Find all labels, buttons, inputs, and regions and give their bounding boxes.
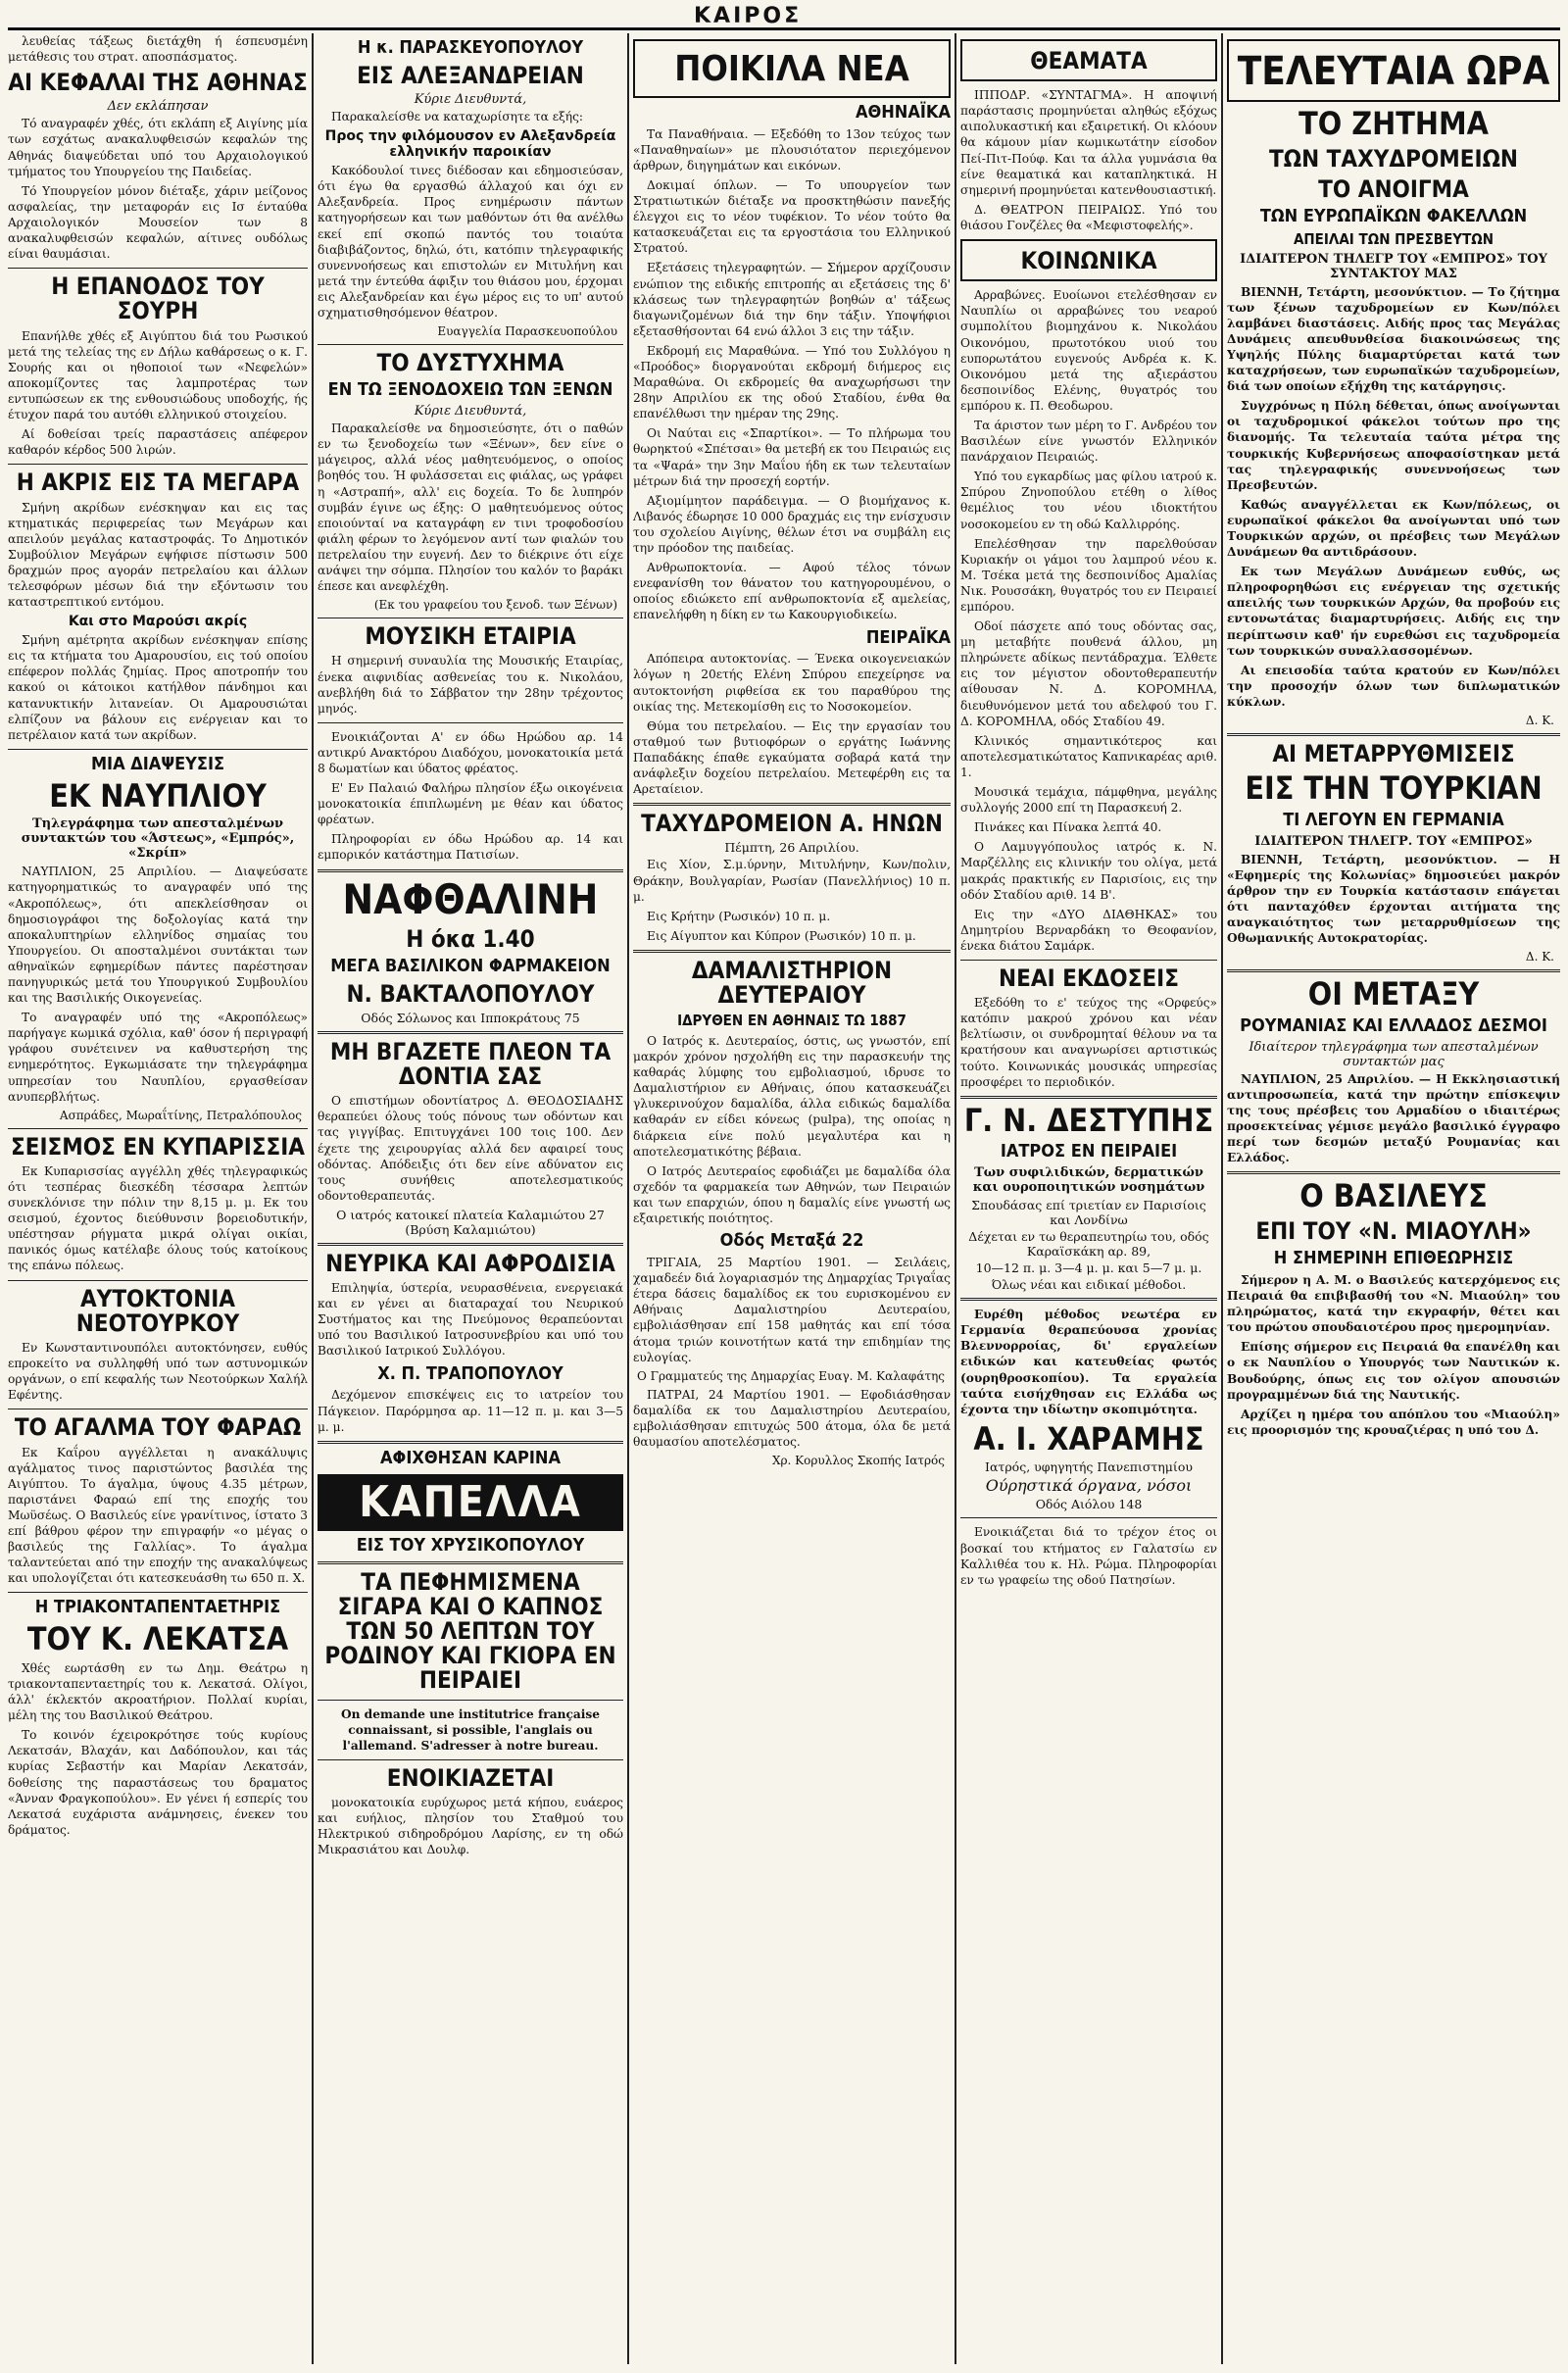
ad-text: Δέχεται εν τω θεραπευτηρίω του, οδός Καραϊσκάκη αρ. 89, bbox=[968, 1229, 1209, 1260]
salutation: Κύριε Διευθυντά, bbox=[414, 92, 527, 108]
classified-ad: Ενοικιάζονται Α' εν όδω Ηρώδου αρ. 14 αντικρύ Ανακτόρου Διαδόχου, μονοκατοικία μετά 8 δωματίων και ύδατος φρέατος. bbox=[318, 729, 623, 775]
article-text: Δ. ΘΕΑΤΡΟΝ ΠΕΙΡΑΙΩΣ. Υπό του θιάσου Γονζέλες θα «Μεφιστοφελής». bbox=[960, 202, 1217, 232]
article-text: Εκδρομή εις Μαραθώνα. — Υπό του Συλλόγου η «Προόδος» διοργανούται εκδρομή διήμερος εις Μαραθώνα. Οι εκδρομείς θα αναχωρήσωσι την 28ην Απριλίου εκ της οδού Σταδίου, ένθα θα επανέλθωσι την ημέραν της 29ης. bbox=[633, 343, 951, 421]
telegram-line: Τηλεγράφημα των απεσταλμένων συντακτών του «Άστεως», «Εμπρός», «Σκρίπ» bbox=[21, 816, 295, 862]
ad-headline: ΜΗ ΒΓΑΖΕΤΕ ΠΛΕΟΝ ΤΑ ΔΟΝΤΙΑ ΣΑΣ bbox=[329, 1037, 612, 1091]
article-text: Αί δοθείσαι τρείς παραστάσεις απέφερον καθαρόν κέρδος 500 λιρών. bbox=[8, 427, 308, 458]
article-text: Τό αναγραφέν χθές, ότι εκλάπη εξ Αιγίνης μία των εσχάτως ανακαλυφθεισών κεφαλών της Αθηνάς διαψεύδεται υπό του Αρχαιολογικού τμήματος του Υπουργείου της Παιδείας. bbox=[8, 117, 308, 178]
ad-headline: ΔΑΜΑΛΙΣΤΗΡΙΟΝ ΔΕΥΤΕΡΑΙΟΥ bbox=[691, 956, 893, 1010]
headline: ΤΙ ΛΕΓΟΥΝ ΕΝ ΓΕΡΜΑΝΙΑ bbox=[1283, 809, 1504, 830]
article-text: Θύμα του πετρελαίου. — Εις την εργασίαν του σταθμού των βυτιοφόρων ο εργάτης Ιωάννης Παπαδάκης έπαθε εγκαύματα σοβαρά κατά την ανάφλεξιν δοχείου πετρελαίου. Μετεφέρθη εις τα Αρεταίειον. bbox=[633, 718, 951, 797]
ad-headline: ΑΦΙΧΘΗΣΑΝ ΚΑΡΙΝΑ bbox=[380, 1447, 561, 1468]
ad-text: ΠΑΤΡΑΙ, 24 Μαρτίου 1901. — Εφοδιάσθησαν δαμαλίδα εκ του Δαμαλιστηρίου Δευτεραίου, εμβολιάσθησαν επιτυχώς 500 άτομα, όλα δε μετά θαυμασίου αποτελέσματος. bbox=[633, 1387, 951, 1449]
telegram-line: ΙΔΙΑΙΤΕΡΟΝ ΤΗΛΕΓΡ ΤΟΥ «ΕΜΠΡΟΣ» ΤΟΥ ΣΥΝΤΑΚΤΟΥ ΜΑΣ bbox=[1240, 251, 1547, 281]
ad-text: Ο επιστήμων οδοντίατρος Δ. ΘΕΟΔΟΣΙΑΔΗΣ θεραπεύει όλους τούς πόνους των οδόντων και τας γιγγίβας. Επιτυγχάνει 100 τοις 100. Δεν έχετε της χειρουργίας αλλά δεν αφαιρεί τους οδόντας. Απόδειξις ότι δεν είνε αδύνατον εις τους συνήθεις αποτελεσματικούς οδοντοθεραπευτάς. bbox=[318, 1094, 623, 1203]
ad-text: Δεχόμενον επισκέψεις εις το ιατρείον του Πάγκειον. Παρόρμησα αρ. 11—12 π. μ. και 3—5 μ. μ. bbox=[318, 1388, 623, 1434]
ad-subheadline: ΕΙΣ ΤΟΥ ΧΡΥΣΙΚΟΠΟΥΛΟΥ bbox=[356, 1534, 585, 1556]
section-header-box bbox=[960, 239, 1217, 281]
ad-text: Όλως νέαι και ειδικαί μέθοδοι. bbox=[991, 1277, 1187, 1293]
headline: ΕΙΣ ΤΗΝ ΤΟΥΡΚΙΑΝ bbox=[1245, 769, 1543, 808]
headline: ΜΟΥΣΙΚΗ ΕΤΑΙΡΙΑ bbox=[365, 622, 576, 651]
article-text: Εξετάσεις τηλεγραφητών. — Σήμερον αρχίζουσιν ενώπιον της ειδικής επιτροπής αι εξετάσεις της δ' κλάσεως των τηλεγραφητών βοηθών α' τάξεως διαγωνιζομένων διά την 6ην τάξιν. Υποψήφιοι εξετασθήσονται 64 ενώ άλλοι 3 εις την τάξιν. bbox=[633, 261, 951, 338]
divider bbox=[8, 268, 308, 269]
ad-headline: ΝΕΥΡΙΚΑ ΚΑΙ ΑΦΡΟΔΙΣΙΑ bbox=[325, 1249, 615, 1277]
divider bbox=[8, 464, 308, 465]
subheadline: Προς την φιλόμουσον εν Αλεξανδρεία ελληνικήν παροικίαν bbox=[324, 128, 616, 161]
article-text: ΒΙΕΝΝΗ, Τετάρτη, μεσονύκτιον. — Το ζήτημα των ξένων ταχυδρομείων εν Κων/πόλει λαμβάνει διαστάσεις. Αιδής προς τας Μεγάλας Δυνάμεις απευθυνθείσα διακοινώσεως της Υψηλής Πύλης διαμαρτύρεται κατά των καταχρήσεων, των ευρωπαϊκών ταχυδρομείων, διά των οποίων εξήχθη της κατάργησις. bbox=[1227, 284, 1560, 394]
headline: ΑΥΤΟΚΤΟΝΙΑ ΝΕΟΤΟΥΡΚΟΥ bbox=[75, 1284, 240, 1337]
schedule-line: Εις Χίον, Σ.μ.ύρνην, Μιτυλήνην, Κων/πολιν, Θράκην, Βουλγαρίαν, Ρωσίαν (Πανελλήνιος) 10 π. μ. bbox=[633, 858, 951, 904]
article-text: ΝΑΥΠΛΙΟΝ, 25 Απριλίου. — Η Εκκλησιαστική αντιπροσωπεία, κατά την πρώτην επίσκεψιν της τους πρέσβεις του Αρμαδίου ο ιδιαιτέρως προσεκτείνας γέμισε μεγάλο βασιλικό έγγραφο περί των δεσμών μεταξύ Ρουμανίας και Ελλάδος. bbox=[1227, 1071, 1560, 1165]
headline: Η ΕΠΑΝΟΔΟΣ ΤΟΥ ΣΟΥΡΗ bbox=[51, 272, 265, 325]
article-text: Σμήνη αμέτρητα ακρίδων ενέσκηψαν επίσης εις τα κτήματα του Αμαρουσίου, εις τού οποίου επέφερον πολλάς ζημίας. Προς αποτροπήν του κακού οι κάτοικοι κατήλθον πάνδημοι και κατανυκτικήν λιτανείαν. Οι Αμαρουσιώται ελπίζουν να βάλουν εις ενέργειαν και το πετρέλαιον κατά των ακρίδων. bbox=[8, 633, 308, 742]
ad-headline: Γ. Ν. ΔΕΣΤΥΠΗΣ bbox=[963, 1101, 1214, 1139]
ad-subheadline: Χ. Π. ΤΡΑΠΟΠΟΥΛΟΥ bbox=[377, 1362, 564, 1384]
subheadline: Και στο Μαρούσι ακρίς bbox=[68, 614, 248, 630]
signature: Δ. Κ. bbox=[1525, 714, 1554, 728]
article-text: Οδοί πάσχετε από τους οδόντας σας, μη μεταβήτε πουθενά άλλου, μη πληρώνετε αδίκως πεντάδραχμα. Έλθετε εις τον μέγιστον οδοντοθεραπευτήν αίθουσαν Ν. Δ. ΚΟΡΟΜΗΛΑ, διευθυνόμενον μετά του αδελφού του Γ. Δ. ΚΟΡΟΜΗΛΑ, οδός Σταδίου 49. bbox=[960, 619, 1217, 728]
divider bbox=[8, 749, 308, 750]
article-text: Εν Κωνσταντινουπόλει αυτοκτόνησεν, ευθύς επροκείτο να συλληφθή υπό των αστυνομικών οργάνων, ο επί κεφαλής των Νεοτούρκων Χαλήλ Εφέντης. bbox=[8, 1340, 308, 1403]
signature: Ευαγγελία Παρασκευοπούλου bbox=[437, 324, 617, 339]
ad-subheadline: ΙΑΤΡΟΣ ΕΝ ΠΕΙΡΑΙΕΙ bbox=[1000, 1141, 1178, 1162]
ad-text: Επιληψία, ύστερία, νευρασθένεια, ενεργειακά και εν γένει αι διαταραχαί του Νευρικού Συστήματος και της Πνεύμονος θεραπεύονται υπό του Βασιλικού Ιατροσυνεβρίου και υπό του Βασιλικού Ιατρικού Συλλόγου. bbox=[318, 1281, 623, 1359]
divider bbox=[318, 722, 623, 723]
article-text: Οι Ναύται εις «Σπαρτίκοι». — Το πλήρωμα του θωρηκτού «Σπέτσαι» θα μετεβή εκ του Πειραιώς εις τα «Ψαρά» την 3ην Μαΐου ήδη εκ των τελευταίων μέτρων διά την προσεχή εορτήν. bbox=[633, 426, 951, 488]
article-text: Αι επεισοδία ταύτα κρατούν εν Κων/πόλει την προσοχήν όλων των διπλωματικών κύκλων. bbox=[1227, 663, 1560, 709]
section-subtitle: ΑΘΗΝΑΪΚΑ bbox=[855, 101, 951, 123]
article-text: Εκ Κυπαρισσίας αγγέλλη χθές τηλεγραφικώς ότι τεσπέρας διεσκέδη τέσσαρα λεπτών συνεκλόνισε την πόλιν την 8,15 μ. μ. Εκ του σεισμού, έχοντος διεύθυνσιν βορειοδυτικήν, υπέστησαν ρήγματα μικρά ολίγαι οικίαι, πανικός όμως κατέλαβε όλους τούς κατοίκους της επάνω πόλεως. bbox=[8, 1163, 308, 1273]
headline: ΤΑΧΥΔΡΟΜΕΙΟΝ Α. ΗΝΩΝ bbox=[641, 810, 943, 838]
article-text: Σμήνη ακρίδων ενέσκηψαν και εις τας κτηματικάς περιφερείας των Μεγάρων και απειλούν μεγάλας καταστροφάς. Το Δημοτικόν Συμβούλιον Μεγάρων εψήφισε πίστωσιν 500 δραχμών προς αγοράν πετρελαίου και άλλων τελεσφόρων μέσων διά την εξόντωσιν του καταστρεπτικού εντόμου. bbox=[8, 500, 308, 610]
article-text: Εκ των Μεγάλων Δυνάμεων ευθύς, ως πληροφορηθώσι εις ενέργειαν της σχετικής απειλής των τουρκικών Αρχών, θα προβούν εις εντονωτάτας διαμαρτυρήσεις. Αιδής εις την περίπτωσιν καθ' ήν ευρεθώσι εις ταχυδρομεία των τουρκικών συναλλασσομένων. bbox=[1227, 565, 1560, 658]
article-text: Χθές εωρτάσθη εν τω Δημ. Θεάτρω η τριακονταπενταετηρίς του κ. Λεκατσά. Ολίγοι, άλλ' έκλεκτόν ακροατήριον. Πολλαί κυρίαι, μέλη της του Βασιλικού Θεάτρου. bbox=[8, 1660, 308, 1723]
divider bbox=[633, 803, 951, 806]
article-text: Κλινικός σημαντικότερος και αποτελεσματικώτατος Καπνικαρέας αριθ. 1. bbox=[960, 733, 1217, 779]
headline: Η κ. ΠΑΡΑΣΚΕΥΟΠΟΥΛΟΥ bbox=[357, 37, 584, 58]
divider bbox=[960, 1517, 1217, 1518]
divider bbox=[318, 1031, 623, 1034]
article-text: Επελέσθησαν την παρελθούσαν Κυριακήν οι γάμοι του λαμπρού νέου κ. Μ. Τσέκα μετά της δεσποινίδος Αμαλίας Νικ. Ρουσσάκη, θυγατρός του εν Πειραιεί εμπόρου. bbox=[960, 536, 1217, 614]
ad-headline: ΕΝΟΙΚΙΑΖΕΤΑΙ bbox=[386, 1763, 555, 1792]
section-title: ΘΕΑΜΑΤΑ bbox=[1030, 47, 1148, 74]
classified-ad: Ε' Εν Παλαιώ Φαλήρω πλησίον έξω οικογένεια μονοκατοικία έπιπλωμένη με θέαν και ύδατος φρέατων. bbox=[318, 781, 623, 827]
divider bbox=[8, 1592, 308, 1593]
masthead bbox=[8, 6, 1560, 30]
ad-text: Των συφιλιδικών, δερματικών και ουροποιητικών νοσημάτων bbox=[972, 1165, 1205, 1196]
article-text: Καθώς αναγγέλλεται εκ Κων/πόλεως, οι ευρωπαϊκοί φάκελοι θα ανοίγωνται υπό των Τουρκικών αρχών, οι πρέσβεις των Μεγάλων Δυνάμεων θα αντιδράσουν. bbox=[1227, 497, 1560, 560]
headline: ΤΟ ΑΝΟΙΓΜΑ bbox=[1318, 174, 1469, 203]
column-2 bbox=[318, 33, 623, 2364]
classified-ad: Πληροφορίαι εν όδω Ηρώδου αρ. 14 και εμπορικόν κατάστημα Πατισίων. bbox=[318, 832, 623, 863]
schedule-line: Εις Κρήτην (Ρωσικόν) 10 π. μ. bbox=[647, 909, 831, 923]
article-text: Η σημερινή συναυλία της Μουσικής Εταιρίας, ένεκα αιφνιδίας ασθενείας του κ. Νικολάου, ανεβλήθη διά το Σάββατον την 28ην τρέχοντος μηνός. bbox=[318, 654, 623, 716]
telegram-line: Ιδιαίτερον τηλεγράφημα των απεσταλμένων συντακτών μας bbox=[1249, 1039, 1539, 1069]
ad-subheadline: ΙΔΡΥΘΕΝ ΕΝ ΑΘΗΝΑΙΣ ΤΩ 1887 bbox=[677, 1012, 906, 1030]
headline: ΝΕΑΙ ΕΚΔΟΣΕΙΣ bbox=[999, 964, 1179, 992]
headline: ΟΙ ΜΕΤΑΞΥ bbox=[1307, 975, 1480, 1013]
article-text: Εκ Καΐρου αγγέλλεται η ανακάλυψις αγάλματος τινος παριστώντος βασιλέα της Αιγύπτου. Το άγαλμα, ύψους 4.35 μέτρων, παριστάνει Φαραώ επί της εποχής του Μωϋσέως. Ο Βασιλεύς είνε γρανίτινος, ίστατο 3 επί βάθρου φέρον την επιγραφήν «ο μέγας ο βασιλεύς της Γαλλίας». Το άγαλμα ταλαντεύεται από την εποχήν της ανακαλύψεως και υπολογίζεται ότι κατεσκευάσθη τω 650 π. Χ. bbox=[8, 1445, 308, 1586]
headline: ΑΙ ΚΕΦΑΛΑΙ ΤΗΣ ΑΘΗΝΑΣ bbox=[8, 69, 308, 97]
article-text: Πινάκες και Πίνακα λεπτά 40. bbox=[974, 820, 1162, 835]
column-4 bbox=[960, 33, 1217, 2364]
column-rule bbox=[312, 33, 314, 2364]
schedule-line: Πέμπτη, 26 Απριλίου. bbox=[724, 840, 859, 856]
divider bbox=[1227, 733, 1560, 736]
ad-text: Ο Ιατρός Δευτεραίος εφοδιάζει με δαμαλίδα όλα σχεδόν τα φαρμακεία των Αθηνών, των Πειραιών και των επαρχιών, όπου η δαμαλίς είνε γνωστή ως εξαιρετικής ποιότητος. bbox=[633, 1163, 951, 1226]
article-text: Ανθρωποκτονία. — Αφού τέλος τόνων ενεφανίσθη τον θάνατον του κατηγορουμένου, ο οποίος εδιώκετο επί ανθρωποκτονία εξ αμελείας, επανελήφθη η δίκη εν τω Κακουργιοδικείω. bbox=[633, 561, 951, 622]
divider bbox=[318, 1700, 623, 1701]
section-header-box bbox=[960, 39, 1217, 81]
section-title: ΚΟΙΝΩΝΙΚΑ bbox=[1020, 247, 1157, 275]
article-text: Αξιομίμητον παράδειγμα. — Ο βιομήχανος κ. Λιβανός έδωρησε 10 000 δραχμάς εις την ενίσχυσιν του σχολείου Αιγίνης, θέλων έτσι να συμβάλη εις την πρόοδον της παιδείας. bbox=[633, 493, 951, 556]
ad-headline: ΤΑ ΠΕΦΗΜΙΣΜΕΝΑ ΣΙΓΑΡΑ ΚΑΙ Ο ΚΑΠΝΟΣ ΤΩΝ 50 ΛΕΠΤΩΝ ΤΟΥ ΡΟΔΙΝΟΥ ΚΑΙ ΓΚΙΟΡΑ ΕΝ ΠΕΙΡΑΙΕΙ bbox=[324, 1567, 616, 1695]
ad-address: Οδός Αιόλου 148 bbox=[1035, 1497, 1143, 1512]
divider bbox=[318, 1759, 623, 1760]
article-text: Παρακαλείσθε να καταχωρίσητε τα εξής: bbox=[331, 110, 584, 124]
article-text: Εξεδόθη το ε' τεύχος της «Ορφεύς» κατόπιν μακρού χρόνου και νέαν βελτίωσιν, οι συνδρομηταί θέλουν να τα κρατήσουν και αναγνωρίσει αρτιστικώς τούτο. Κοινωνικάς μουσικάς υπηρεσίας προσφέρει το περιοδικόν. bbox=[960, 996, 1217, 1089]
divider bbox=[318, 1243, 623, 1246]
article-text: Το κοινόν έχειροκρότησε τούς κυρίους Λεκατσάν, Βλαχάν, και Δαδόπουλον, και τάς κυρίας Σεβαστήν και Μαρίαν Λεκατσάν, δοθείσης της παραστάσεως του δραματος «Άνναν Φραγκοπούλου». Εν γένει ή εσπερίς του Λεκατσά ευχάριστα ανάμνησεις, ένεκεν του δράματος. bbox=[8, 1728, 308, 1837]
headline: ΣΕΙΣΜΟΣ ΕΝ ΚΥΠΑΡΙΣΣΙΑ bbox=[11, 1132, 305, 1161]
article-text: Τα άριστον των μέρη το Γ. Ανδρέου τον Βασιλέων είνε γνωστόν Ελληνικόν πανάρχαιον Πειραιώς. bbox=[960, 418, 1217, 465]
article-text: λευθείας τάξεως διετάχθη ή έσπευσμένη μετάθεσις του στρατ. αποσπάσματος. bbox=[8, 34, 308, 65]
article-text: Τα Παναθήναια. — Εξεδόθη το 13ον τεύχος των «Παναθηναίων» με πλουσιότατον περιεχόμενον άρθρων, διηγημάτων και εικόνων. bbox=[633, 126, 951, 173]
section-header-box bbox=[1227, 39, 1560, 102]
ad-address: Ο ιατρός κατοικεί πλατεία Καλαμιώτου 27 (Βρύση Καλαμιώτου) bbox=[336, 1207, 605, 1237]
headline: ΤΟ ΑΓΑΛΜΑ ΤΟΥ ΦΑΡΑΩ bbox=[14, 1413, 302, 1442]
article-text: Το αναγραφέν υπό της «Ακροπόλεως» παρήγαγε κωμικά σχόλια, καθ' όσον ή περιγραφή γράφου συνέτεινεν να καθυστερήση της ενημερότητος. Εγκωμιάσατε την τηλεγράφημα υπηρεσίαν του Ναυπλίου, εργασθείσαν ανυπερβλήτως. bbox=[8, 1011, 308, 1104]
schedule-line: Εις Αίγυπτον και Κύπρον (Ρωσικόν) 10 π. μ. bbox=[647, 928, 916, 943]
headline: Η ΤΡΙΑΚΟΝΤΑΠΕΝΤΑΕΤΗΡΙΣ bbox=[34, 1597, 281, 1618]
article-text: Κακόδουλοί τινες διέδοσαν και εδημοσιεύσαν, ότι έγω θα εργασθώ άλλαχού και όχι εν Αλεξανδρεία. Προς ενημέρωσιν πάντων κατηγορήσεων και των μαθόντων ότι θα ανέλθω εκεί επί σκοπώ παντός του τοιαύτα διαβιβάζοντος, δηλώ, ότι, κατόπιν τηλεγραφικής συνεννοήσεως και επιστολών εν Μιτυλήνη και μετά την έντεύθα άφιξιν του θιάσου μου, έρχομαι εις Αλεξανδρείαν και έγω μέρος εις το υπ' αυτού σχηματισθησόμενον θέατρον. bbox=[318, 164, 623, 321]
headline: ΕΝ ΤΩ ΞΕΝΟΔΟΧΕΙΩ ΤΩΝ ΞΕΝΩΝ bbox=[327, 379, 613, 401]
article-text: ΙΠΠΟΔΡ. «ΣΥΝΤΑΓΜΑ». Η αποψινή παράστασις προμηνύεται αληθώς εξόχως αιπολυκαστική και εξαιρετική. Οι κλόουν θα κάμουν μίαν κωμικωτάτην είσοδον Πεί-Πιτ-Πούφ. Και τα άλλα γυμνάσια θα είνε θεαματικά και καταπληκτικά. Η σημερινή προμηνύεται κατενθουσιαστική. bbox=[960, 88, 1217, 197]
ad-text: Ούρηστικά όργανα, νόσοι bbox=[985, 1476, 1193, 1496]
divider bbox=[8, 1280, 308, 1281]
section-header-box bbox=[633, 39, 951, 98]
ad-text: ΤΡΙΓΑΙΑ, 25 Μαρτίου 1901. — Σειλάεις, χαμαδεέν διά λογαριασμόν της Δημαρχίας Τριγαΐας έτερα δάσεις δαμαλίδος εκ του ευρισκομένου εν Αθήναις Δαμαλιστηρίου Δευτεραίου, εμβολιάσθησαν επί 158 μαθητάς και επί τόσα άτομα τριών κοινοτήτων κατά την επιδημίαν της ευλογίας. bbox=[633, 1256, 951, 1364]
article-text: Υπό του εγκαρδίως μας φίλου ιατρού κ. Σπύρου Ζηνοπούλου ετέθη ο λίθος θεμέλιος του νέου ιδιοκτήτου νοσοκομείου εν τη οδώ Καλλιρρόης. bbox=[960, 470, 1217, 531]
headline: ΕΙΣ ΑΛΕΞΑΝΔΡΕΙΑΝ bbox=[357, 61, 584, 89]
ad-address: Οδός Σόλωνος και Ιπποκράτους 75 bbox=[361, 1010, 580, 1025]
subheadline: Δεν εκλάπησαν bbox=[107, 99, 209, 115]
ad-subheadline: ΜΕΓΑ ΒΑΣΙΛΙΚΟΝ ΦΑΡΜΑΚΕΙΟΝ bbox=[330, 955, 611, 976]
signature: Χρ. Κορυλλος Σκοπής Ιατρός bbox=[771, 1454, 945, 1468]
ad-text: Ευρέθη μέθοδος νεωτέρα εν Γερμανία θεραπεύουσα χρονίας Βλεννορροίας, δι' εργαλείων ειδικών και κατευθείας φωτός (ουρηθροσκοπίου). Τα εργαλεία ταύτα εισήχθησαν εις Ελλάδα ως έχοντα την ιδίωτην σκοπιμότητα. bbox=[960, 1308, 1217, 1416]
divider bbox=[960, 1298, 1217, 1301]
signature: Ο Γραμματεύς της Δημαρχίας Ευαγ. Μ. Καλαφάτης bbox=[636, 1368, 945, 1383]
article-text: Απόπειρα αυτοκτονίας. — Ένεκα οικογενειακών λόγων η 20ετής Ελένη Σπύρου επεχείρησε να αυτοκτονήση ριφθείσα εκ του παραθύρου της οικίας της. Μετεκομίσθη εις το Νοσοκομείον. bbox=[633, 652, 951, 714]
divider bbox=[318, 1441, 623, 1444]
article-text: Επίσης σήμερον εις Πειραιά θα επανέλθη και ο εκ Ναυπλίου ο Υπουργός των Ναυτικών κ. Βουδούρης, όπως εις τον ολίγον απουσιών προγραμμένων διά της Ναυτικής. bbox=[1227, 1340, 1560, 1402]
divider bbox=[8, 1128, 308, 1129]
section-subtitle: ΠΕΙΡΑΪΚΑ bbox=[865, 626, 951, 648]
article-text: Αρχίζει η ημέρα του απόπλου του «Μιαούλη» εις προορισμόν της κρουαζιέρας η υπό του Δ. bbox=[1227, 1407, 1560, 1437]
headline: ΤΟ ΔΥΣΤΥΧΗΜΑ bbox=[376, 349, 564, 377]
divider bbox=[633, 950, 951, 953]
headline: ΕΚ ΝΑΥΠΛΙΟΥ bbox=[49, 776, 267, 815]
ad-price: Η όκα 1.40 bbox=[406, 924, 535, 953]
column-rule bbox=[1221, 33, 1223, 2364]
article-text: Τό Υπουργείον μόνον διέταξε, χάριν μείζονος ασφαλείας, την μεταφοράν εις Ισ ένταύθα Αρχαιολογικόν Μουσείον των 8 ανακαλυφθεισών κεφαλών, αίτινες ουδόλως είναι θαυμάσιαι. bbox=[8, 183, 308, 262]
divider bbox=[318, 344, 623, 345]
newspaper-page bbox=[8, 6, 1560, 2368]
headline: ΤΩΝ ΕΥΡΩΠΑΪΚΩΝ ΦΑΚΕΛΛΩΝ bbox=[1259, 205, 1528, 226]
divider bbox=[960, 1096, 1217, 1099]
column-3 bbox=[633, 33, 951, 2364]
column-1 bbox=[8, 33, 308, 2364]
ad-hours: 10—12 π. μ. 3—4 μ. μ. και 5—7 μ. μ. bbox=[975, 1261, 1202, 1276]
article-text: Μουσικά τεμάχια, πάμφθηνα, μεγάλης συλλογής 2000 επί τη Παρασκευή 2. bbox=[960, 785, 1217, 816]
signature: (Εκ του γραφείου του ξενοδ. των Ξένων) bbox=[373, 598, 617, 613]
headline: ΕΠΙ ΤΟΥ «Ν. ΜΙΑΟΥΛΗ» bbox=[1255, 1216, 1532, 1245]
article-text: Εις την «ΔΥΟ ΔΙΑΘΗΚΑΣ» του Δημητρίου Βερναρδάκη το Θεοφανίον, ένεκα διάτου Σαμάρκ. bbox=[960, 907, 1217, 953]
article-text: Δοκιμαί όπλων. — Το υπουργείον των Στρατιωτικών διέταξε να προσκτηθώσιν πανεξής έλεγχοι εις το νέον τυφέκιον. Το νέον τούτο θα κατασκευάζεται εις τα εργοστάσια του Ελληνικού Στρατού. bbox=[633, 177, 951, 256]
article-text: Αρραβώνες. Ευοίωνοι ετελέσθησαν εν Ναυπλίω οι αρραβώνες του νεαρού συμπολίτου βιομηχάνου κ. Νικολάου Οικονόμου, πρωτοτόκου υιού του ευπορωτάτου ευγενούς Ανδρέα κ. Κ. Οικονόμου μετά της αξιεράστου δεσποινίδος Ελένης, θυγατρός του εμπόρου κ. Π. Θεοδωρου. bbox=[960, 288, 1217, 413]
signature: Δ. Κ. bbox=[1525, 950, 1554, 964]
ad-text: Σπουδάσας επί τριετίαν εν Παρισίοις και Λονδίνω bbox=[971, 1198, 1206, 1228]
headline: ΑΠΕΙΛΑΙ ΤΩΝ ΠΡΕΣΒΕΥΤΩΝ bbox=[1293, 229, 1494, 248]
telegram-line: ΙΔΙΑΙΤΕΡΟΝ ΤΗΛΕΓΡ. ΤΟΥ «ΕΜΠΡΟΣ» bbox=[1254, 833, 1533, 849]
classified-ad: Ενοικιάζεται διά το τρέχον έτος οι βοσκαί του κτήματος εν Γαλατσίω εν Καλλιθέα του κ. Ηλ. Ρώμα. Πληροφορίαι εν τω γραφείω της οδού Πατησίων. bbox=[960, 1525, 1217, 1587]
article-text: ΝΑΥΠΛΙΟΝ, 25 Απριλίου. — Διαψεύσατε κατηγορηματικώς το αναγραφέν υπό της «Ακροπόλεως», ότι απεκλείσθησαν οι δημοσιογράφοι της δοξολογίας κατά την αποκαλυπτηρίων ελληνίδος σημαίας του Υπουργείου. Οι αποσταλμένοι συντάκται των αθηναϊκών εφημερίδων πάντες παρέστησαν πανηγυρικώς μετά του Υπουργικού Συμβουλίου και της Βασιλικής Οικογενείας. bbox=[8, 865, 308, 1006]
divider bbox=[1227, 1171, 1560, 1174]
article-text: Παρακαλείσθε να δημοσιεύσητε, ότι ο παθών εν τω ξενοδοχείω των «Ξένων», δεν είνε ο μάγειρος, αλλά νέος μαθητευόμενος, ο οποίος βοηθός του. Ή φυλάσσεται εις φιάλας, ως γράφει η «Αστραπή», αλλ' εις δοχεία. Το δε λυπηρόν συμβάν έγινε ως έξης: Ο μαθητευόμενος ούτος εποιούνταί να καταγράφη εν τινι τροφοδοσίου φιάλη φέρων το λεγόμενον αντί των φιαλών του πετρελαίου την ευγενή. Δεν το διέκρινε ότι είχε ανάψει την σόμπα. Πλησίον του καλόν το βαράκι έπεσε και ανεφλέχθη. bbox=[318, 421, 623, 594]
ad-headline: Α. Ι. ΧΑΡΑΜΗΣ bbox=[973, 1419, 1204, 1458]
ad-text: On demande une institutrice française connaissant, si possible, l'anglais ou l'allemand. S'adresser à notre bureau. bbox=[340, 1706, 601, 1753]
column-rule bbox=[627, 33, 629, 2364]
article-text: Ο Λαμυγγόπουλος ιατρός κ. Ν. Μαρζέλλης εις κλινικήν του ολίγα, μετά μακράς πρακτικής εν Παρισίοις, εις την οδόν Σταδίου αριθ. 14 Β'. bbox=[960, 840, 1217, 902]
headline: ΡΟΥΜΑΝΙΑΣ ΚΑΙ ΕΛΛΑΔΟΣ ΔΕΣΜΟΙ bbox=[1240, 1014, 1547, 1036]
headline: ΤΟΥ Κ. ΛΕΚΑΤΣΑ bbox=[26, 1620, 289, 1658]
ad-text: μονοκατοικία ευρύχωρος μετά κήπου, ευάερος και ευήλιος, πλησίον του Σταθμού του Ηλεκτρικού σιδηροδρόμου Λαρίσης, εν τη οδώ Μικρασιάτου και Δουλφ. bbox=[318, 1796, 623, 1857]
ad-headline: ΝΑΦΘΑΛΙΝΗ bbox=[342, 874, 599, 923]
ad-address: Οδός Μεταξά 22 bbox=[719, 1230, 864, 1252]
divider bbox=[318, 1561, 623, 1564]
divider bbox=[960, 960, 1217, 961]
headline: ΑΙ ΜΕΤΑΡΡΥΘΜΙΣΕΙΣ bbox=[1272, 740, 1515, 768]
ad-text: Ο Ιατρός κ. Δευτεραίος, όστις, ως γνωστόν, επί μακρόν χρόνον ησχολήθη εις την παρασκευήν της καθαράς λύμφης του εμβολιασμού, ιδρυσε το Δαμαλιστήριον εν Αθήναις, όπου κατασκευάζει γλυκερινούχον δαμαλίδα, άλλα ειδικώς δαμαλίδα καθαράν εν είδει κόνεως (pulpa), της οποίας η διάρκεια είνε πολύ μεγαλυτέρα και η αποτελεσματικότης βέβαια. bbox=[633, 1034, 951, 1159]
column-5 bbox=[1227, 33, 1560, 2364]
ad-subheadline: Ν. ΒΑΚΤΑΛΟΠΟΥΛΟΥ bbox=[346, 979, 595, 1008]
divider bbox=[318, 869, 623, 872]
headline: ΤΟ ΖΗΤΗΜΑ bbox=[1298, 105, 1489, 142]
column-rule bbox=[955, 33, 956, 2364]
divider bbox=[1227, 969, 1560, 972]
article-text: ΒΙΕΝΝΗ, Τετάρτη, μεσονύκτιον. — Η «Εφημερίς της Κολωνίας» δημοσιεύει μακρόν άρθρον την εν Τουρκία κατάστασιν επάγεται ότι πανταχόθεν έρχονται αιτήματα της αναγκαιότητος των μεταρρυθμίσεων της Οθωμανικής Αυτοκρατορίας. bbox=[1227, 852, 1560, 946]
headline: Η ΣΗΜΕΡΙΝΗ ΕΠΙΘΕΩΡΗΣΙΣ bbox=[1273, 1248, 1514, 1269]
ad-text: Ιατρός, υφηγητής Πανεπιστημίου bbox=[985, 1459, 1193, 1475]
headline: Ο ΒΑΣΙΛΕΥΣ bbox=[1299, 1177, 1488, 1215]
headline: Η ΑΚΡΙΣ ΕΙΣ ΤΑ ΜΕΓΑΡΑ bbox=[16, 469, 300, 497]
salutation: Κύριε Διευθυντά, bbox=[414, 404, 527, 420]
headline: ΤΩΝ ΤΑΧΥΔΡΟΜΕΙΩΝ bbox=[1269, 144, 1518, 173]
newspaper-title: ΚΑΙΡΟΣ bbox=[694, 4, 803, 28]
ad-banner: ΚΑΠΕΛΛΑ bbox=[318, 1474, 623, 1531]
article-text: Σήμερον η Α. Μ. ο Βασιλεύς κατερχόμενος εις Πειραιά θα επιβιβασθή του «Ν. Μιαούλη» του πληρώματος, κατά την εκγραφήν, θέτει και του πρώτου σπουδαιοτέρου προς ημερομηνίαν. bbox=[1227, 1273, 1560, 1335]
section-title: ΤΕΛΕΥΤΑΙΑ ΩΡΑ bbox=[1237, 49, 1550, 94]
article-text: Επανήλθε χθές εξ Αιγύπτου διά του Ρωσικού μετά της τελείας της εν Δήλω καθάρσεως ο κ. Γ. Σουρής και οι ηθοποιοί των «Νεφελών» αποκομίζοντες τας λαμπροτέρας των εντυπώσεων εκ της ενθουσιώδους υποδοχής, ής έτυχον παρά του αυτόθι ελληνικού στοιχείου. bbox=[8, 328, 308, 422]
headline: ΜΙΑ ΔΙΑΨΕΥΣΙΣ bbox=[90, 753, 225, 774]
section-title: ΠΟΙΚΙΛΑ ΝΕΑ bbox=[674, 49, 909, 89]
signature: Ασπράδες, Μωραΐτίνης, Πετραλόπουλος bbox=[59, 1108, 302, 1122]
article-text: Συγχρόνως η Πύλη δέθεται, όπως ανοίγωνται οι ταχυδρομικοί φάκελοι τούτων προ της διανομής. Τα τελευταία ταύτα μέτρα της τουρκικής Κυβερνήσεως αποφασίστηκαν μετά τας τηλεγραφικής συνεννοήσεως των Πρεσβευτών. bbox=[1227, 399, 1560, 492]
